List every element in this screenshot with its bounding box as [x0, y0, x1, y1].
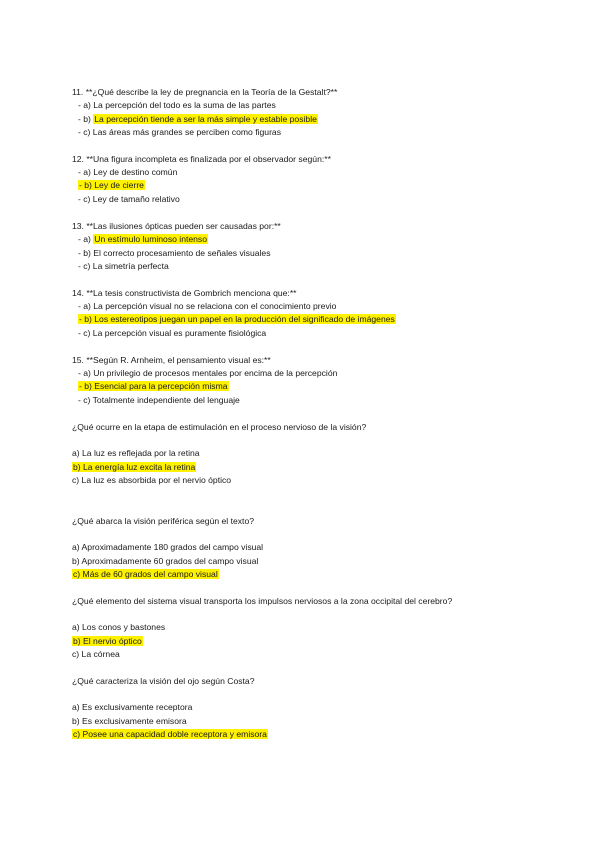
option: a) Los conos y bastones	[72, 622, 166, 632]
option: - a) La percepción del todo es la suma de las partes	[78, 100, 276, 110]
option: b) Es exclusivamente emisora	[72, 716, 187, 726]
option: c) La luz es absorbida por el nervio óptico	[72, 475, 232, 485]
option-highlighted: c) Posee una capacidad doble receptora y emisora	[73, 729, 267, 739]
option-highlighted: c) Más de 60 grados del campo visual	[73, 569, 218, 579]
question-optic-nerve: ¿Qué elemento del sistema visual transporta los impulsos nerviosos a la zona occipital del cerebro?	[72, 596, 453, 606]
question-12: 12. **Una figura incompleta es finalizada por el observador según:**	[72, 154, 331, 164]
option-highlighted: - b) Esencial para la percepción misma	[79, 381, 228, 391]
question-costa: ¿Qué caracteriza la visión del ojo según Costa?	[72, 676, 255, 686]
question-14: 14. **La tesis constructivista de Gombrich menciona que:**	[72, 288, 297, 298]
question-peripheral: ¿Qué abarca la visión periférica según el texto?	[72, 516, 255, 526]
option: - b) El correcto procesamiento de señales visuales	[78, 248, 271, 258]
question-13: 13. **Las ilusiones ópticas pueden ser causadas por:**	[72, 221, 281, 231]
option: - c) La simetría perfecta	[78, 261, 169, 271]
option: - c) Ley de tamaño relativo	[78, 194, 180, 204]
option: - a) Un privilegio de procesos mentales por encima de la percepción	[78, 368, 338, 378]
option-highlighted: b) El nervio óptico	[73, 636, 142, 646]
option: a) Aproximadamente 180 grados del campo visual	[72, 542, 264, 552]
question-stimulation: ¿Qué ocurre en la etapa de estimulación en el proceso nervioso de la visión?	[72, 422, 367, 432]
question-15: 15. **Según R. Arnheim, el pensamiento visual es:**	[72, 355, 271, 365]
option-highlighted: - b) Los estereotipos juegan un papel en la producción del significado de imágenes	[79, 314, 395, 324]
option-highlighted: - b) La percepción tiende a ser la más simple y estable posible	[78, 114, 317, 124]
option: - c) Las áreas más grandes se perciben como figuras	[78, 127, 282, 137]
option-highlighted: - b) Ley de cierre	[79, 180, 144, 190]
option: - a) Ley de destino común	[78, 167, 178, 177]
option: - a) La percepción visual no se relaciona con el conocimiento previo	[78, 301, 337, 311]
option: - c) La percepción visual es puramente fisiológica	[78, 328, 267, 338]
option: a) Es exclusivamente receptora	[72, 702, 193, 712]
option: a) La luz es reflejada por la retina	[72, 448, 200, 458]
option: - c) Totalmente independiente del lenguaje	[78, 395, 240, 405]
option-highlighted: b) La energía luz excita la retina	[73, 462, 196, 472]
question-11: 11. **¿Qué describe la ley de pregnancia en la Teoría de la Gestalt?**	[72, 87, 338, 97]
option: c) La córnea	[72, 649, 120, 659]
option-highlighted: - a) Un estímulo luminoso intenso	[78, 234, 208, 244]
option: b) Aproximadamente 60 grados del campo visual	[72, 556, 259, 566]
